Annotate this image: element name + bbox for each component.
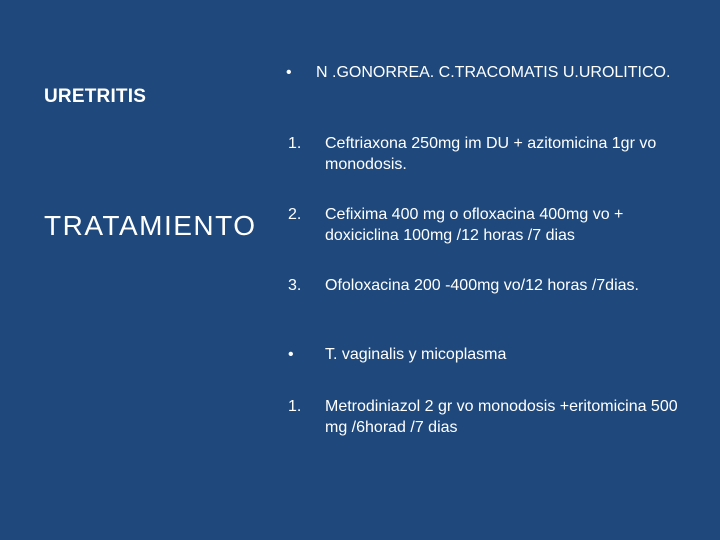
list-item-text: Ceftriaxona 250mg im DU + azitomicina 1gr vo monodosis. bbox=[325, 135, 657, 173]
list-item bbox=[288, 396, 698, 438]
list-item-text: T. vaginalis y micoplasma bbox=[325, 346, 507, 363]
list-item-text: Cefixima 400 mg o ofloxacina 400mg vo + doxiciclina 100mg /12 horas /7 dias bbox=[325, 206, 624, 244]
number-marker: 3. bbox=[288, 277, 302, 294]
list-item bbox=[288, 344, 698, 365]
section-heading: URETRITIS bbox=[44, 86, 147, 107]
number-marker: 1. bbox=[288, 135, 302, 152]
slide-title: TRATAMIENTO bbox=[44, 210, 257, 241]
list-item-text: Metrodiniazol 2 gr vo monodosis +eritomicina 500 mg /6horad /7 dias bbox=[325, 398, 678, 436]
number-marker: 2. bbox=[288, 206, 302, 223]
bullet-marker: • bbox=[288, 346, 294, 363]
list-item-text: N .GONORREA. C.TRACOMATIS U.UROLITICO. bbox=[316, 64, 671, 81]
list-item-text: Ofoloxacina 200 -400mg vo/12 horas /7dias. bbox=[325, 277, 639, 294]
list-item bbox=[288, 275, 698, 296]
list-item bbox=[288, 133, 698, 175]
bullet-marker: • bbox=[286, 64, 292, 81]
list-item bbox=[288, 204, 698, 246]
list-item bbox=[286, 62, 696, 83]
number-marker: 1. bbox=[288, 398, 302, 415]
